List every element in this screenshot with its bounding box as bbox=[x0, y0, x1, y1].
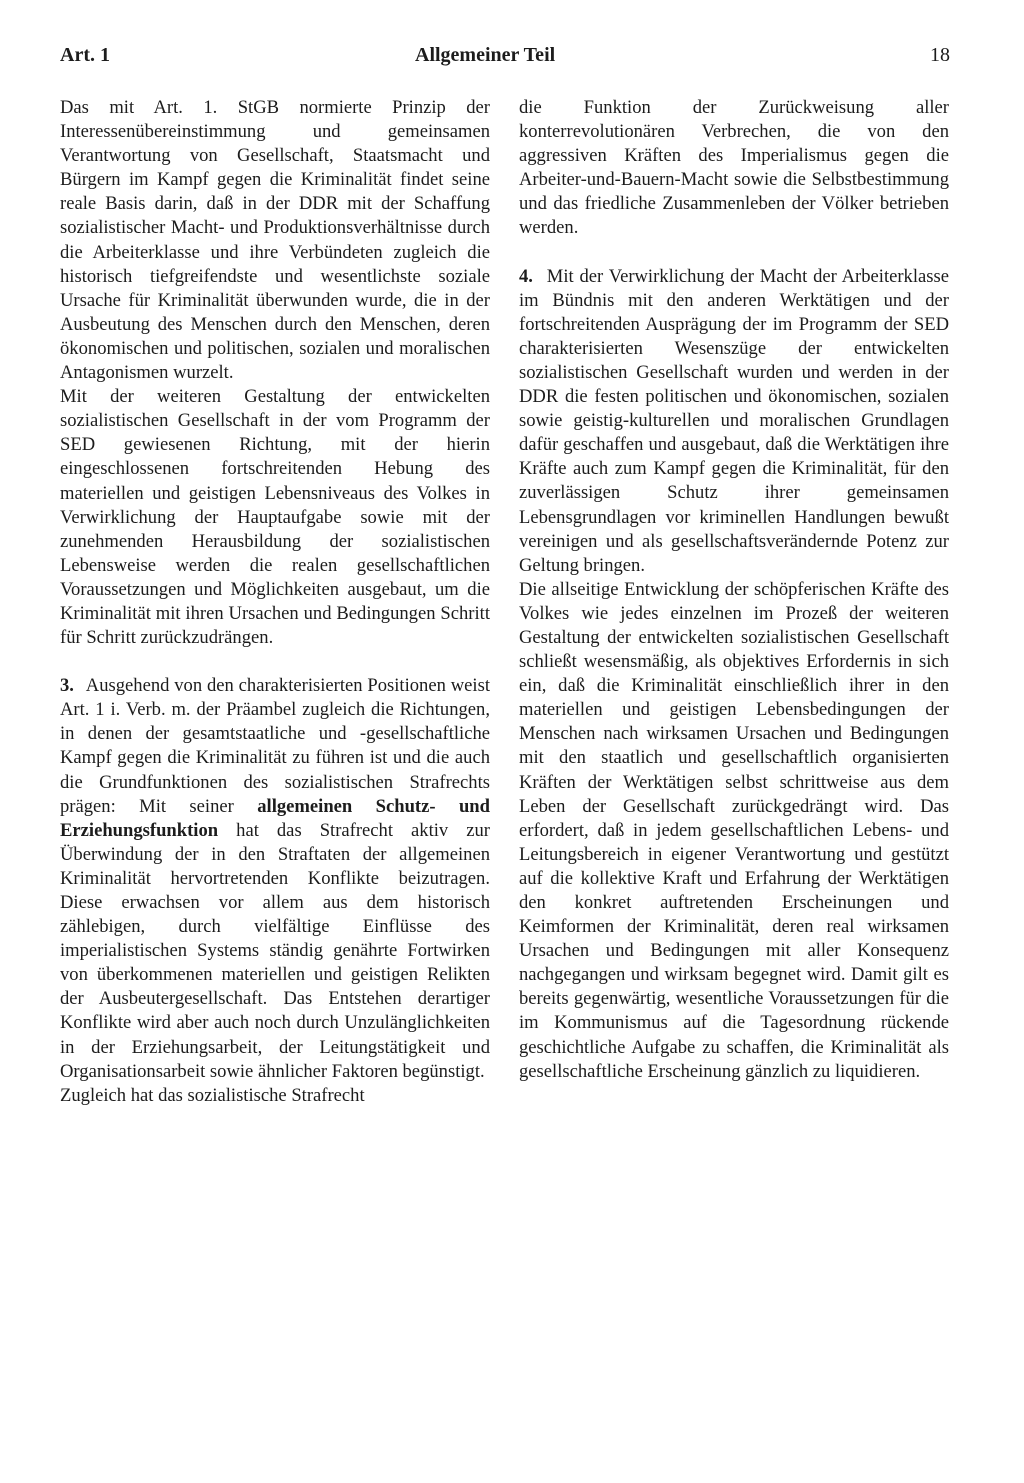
paragraph-3-text-b: hat das Strafrecht aktiv zur Überwindung der in den Straftaten der allgemeinen Kriminalität hervortretenden Konflikte beizutragen. Diese erwachsen vor allem aus dem historisch zählebigen, durch vielfältige Einflüsse des imperialistischen Systems ständig genährte Fortwirken von überkommenen materiellen und geistigen Relikten der Ausbeutergesellschaft. Das Entstehen derartiger Konflikte wird aber auch noch durch Unzulänglichkeiten in der Erziehungsarbeit, der Leitungstätigkeit und Organisationsarbeit sowie ähnlicher Faktoren begünstigt. bbox=[60, 819, 490, 1082]
paragraph-number: 4. bbox=[519, 265, 533, 287]
left-column bbox=[60, 96, 490, 1108]
paragraph-3 bbox=[60, 674, 490, 1084]
right-column bbox=[519, 96, 949, 1084]
section-title: Allgemeiner Teil bbox=[415, 44, 556, 66]
page-header bbox=[60, 44, 950, 78]
paragraph-continuation: die Funktion der Zurückweisung aller konterrevolutionären Verbrechen, die von den aggressiven Kräften des Imperialismus gegen die Arbeiter-und-Bauern-Macht sowie die Selbstbestimmung und das friedliche Zusammenleben der Völker betrieben werden. bbox=[519, 97, 949, 239]
paragraph-4 bbox=[519, 265, 949, 578]
paragraph-gap bbox=[60, 650, 490, 674]
paragraph-further-development: Mit der weiteren Gestaltung der entwickelten sozialistischen Gesellschaft in der vom Programm der SED gewiesenen Richtung, mit der hierin eingeschlossenen fortschreitenden Hebung des materiellen und geistigen Lebensniveaus des Volkes in Verwirklichung der Hauptaufgabe sowie mit der zunehmenden Herausbildung der sozialistischen Lebensweise werden die realen gesellschaftlichen Voraussetzungen und Möglichkeiten ausgebaut, um die Kriminalität mit ihren Ursachen und Bedingungen Schritt für Schritt zurückzudrängen. bbox=[60, 386, 490, 649]
paragraph-4-text: Mit der Verwirklichung der Macht der Arbeiterklasse im Bündnis mit den anderen Werktätigen und der fortschreitenden Ausprägung der im Programm der SED charakterisierten Wesenszüge der entwickelten sozialistischen Gesellschaft wurden und werden in der DDR die festen politischen und ökonomischen, sozialen sowie geistig-kulturellen und moralischen Grundlagen dafür geschaffen und ausgebaut, daß die Werktätigen ihre Kräfte auch zum Kampf gegen die Kriminalität, für den zuverlässigen Schutz ihrer gemeinsamen Lebensgrundlagen vor kriminellen Handlungen bewußt vereinigen und als gesellschaftsverändernde Potenz zur Geltung bringen. bbox=[519, 265, 949, 576]
paragraph-3-emphasis: allgemeinen Schutz- und Erziehungsfunktion bbox=[60, 795, 490, 841]
article-label: Art. 1 bbox=[60, 44, 110, 66]
paragraph-continued: Zugleich hat das sozialistische Strafrecht bbox=[60, 1084, 365, 1106]
paragraph-number: 3. bbox=[60, 675, 74, 697]
paragraph-principle: Das mit Art. 1. StGB normierte Prinzip der Interessenübereinstimmung und gemeinsamen Verantwortung von Gesellschaft, Staatsmacht und Bürgern im Kampf gegen die Kriminalität findet seine reale Basis darin, daß in der DDR mit der Schaffung sozialistischer Macht- und Produktionsverhältnisse durch die Arbeiterklasse und ihre Verbündeten zugleich die historisch tiefgreifendste und wesentlichste soziale Ursache für Kriminalität überwunden wurde, die in der Ausbeutung des Menschen durch den Menschen, deren ökonomischen und politischen, sozialen und moralischen Antagonismen wurzelt. bbox=[60, 97, 490, 384]
paragraph-development: Die allseitige Entwicklung der schöpferischen Kräfte des Volkes wie jedes einzelnen im Prozeß der weiteren Gestaltung der entwickelten sozialistischen Gesellschaft schließt wesensmäßig, als objektives Erfordernis in sich ein, daß die Kriminalität einschließlich ihrer in den materiellen und geistigen Lebensbedingungen der Menschen nach wirksamen Ursachen und Bedingungen mit den staatlich und gesellschaftlich organisierten Kräften der Werktätigen selbst schrittweise aus dem Leben der Gesellschaft zurückgedrängt wird. Das erfordert, daß in jedem gesellschaftlichen Lebens- und Leitungsbereich in eigener Verantwortung und gestützt auf die kollektive Kraft und Erfahrung der Werktätigen den konkret auftretenden Erscheinungen und Keimformen der Kriminalität, deren real wirksamen Ursachen und Bedingungen mit aller Konsequenz nachgegangen und wirksam begegnet wird. Damit gilt es bereits gegenwärtig, wesentliche Voraussetzungen für die im Kommunismus auf die Tagesordnung rückende geschichtliche Aufgabe zu schaffen, die Kriminalität als gesellschaftliche Erscheinung gänzlich zu liquidieren. bbox=[519, 578, 949, 1082]
paragraph-gap bbox=[519, 241, 949, 265]
paragraph-3-text-a: Ausgehend von den charakterisierten Positionen weist Art. 1 i. Verb. m. der Präambel zugleich die Richtungen, in denen der gesamtstaatliche und -gesellschaftliche Kampf gegen die Kriminalität zu führen ist und die auch die Grundfunktionen des sozialistischen Strafrechts prägen: Mit seiner bbox=[60, 675, 490, 817]
page-number: 18 bbox=[930, 44, 950, 66]
